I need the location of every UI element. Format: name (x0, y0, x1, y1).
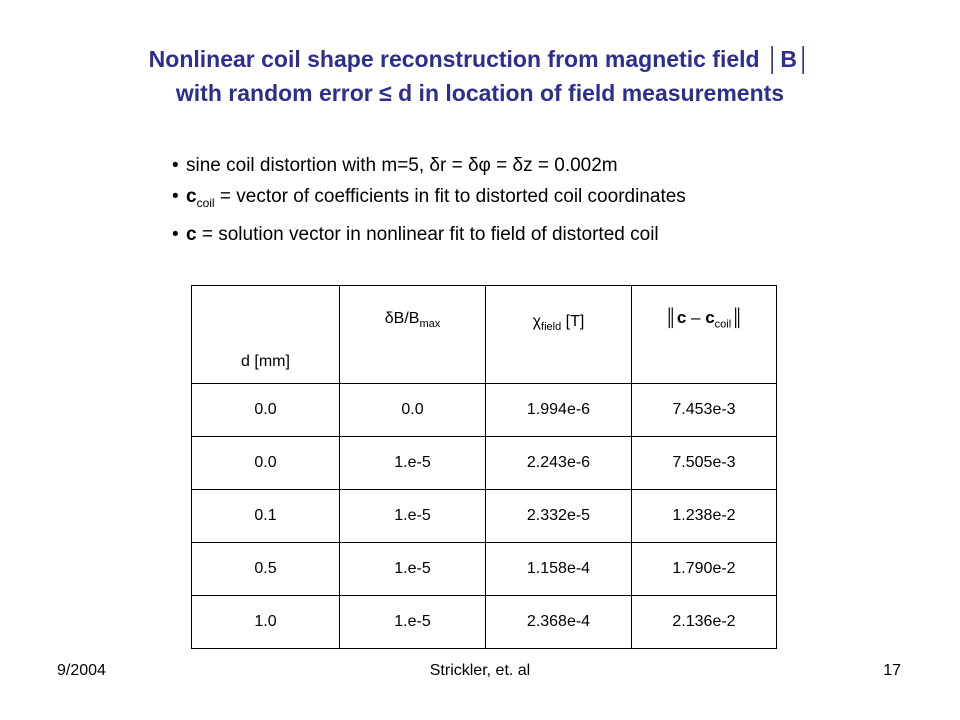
cell-d: 0.0 (192, 437, 340, 490)
norm-bar-right: ║ (731, 308, 744, 327)
bullet-item (172, 181, 686, 219)
cell-dB: 0.0 (340, 384, 486, 437)
cell-norm: 1.790e-2 (632, 543, 777, 596)
cell-d: 1.0 (192, 596, 340, 649)
slide-title (0, 42, 960, 110)
bullet-text: = solution vector in nonlinear fit to field of distorted coil (196, 223, 659, 245)
bullet-item (172, 219, 686, 250)
table-row (192, 437, 777, 490)
title-line-1: Nonlinear coil shape reconstruction from magnetic field │B│ (148, 46, 812, 72)
table-row (192, 490, 777, 543)
results-table (191, 285, 777, 649)
header-dB-label: δB/B (384, 310, 420, 327)
table-row (192, 384, 777, 437)
bullet-dot: • (172, 155, 179, 176)
cell-norm: 2.136e-2 (632, 596, 777, 649)
cell-dB: 1.e-5 (340, 437, 486, 490)
norm-c: c (676, 308, 687, 327)
cell-chi: 1.994e-6 (486, 384, 632, 437)
header-norm (632, 286, 777, 384)
footer-date: 9/2004 (57, 662, 106, 679)
cell-norm: 7.505e-3 (632, 437, 777, 490)
bullet-item (172, 150, 686, 181)
header-d (192, 286, 340, 384)
cell-d: 0.0 (192, 384, 340, 437)
cell-dB: 1.e-5 (340, 490, 486, 543)
cell-chi: 2.243e-6 (486, 437, 632, 490)
cell-dB: 1.e-5 (340, 596, 486, 649)
bullet-list (172, 150, 686, 250)
title-line-2: with random error ≤ d in location of field measurements (175, 80, 785, 106)
header-dB-sub: max (419, 318, 441, 331)
header-d-label: d [mm] (241, 353, 290, 370)
cell-chi: 2.368e-4 (486, 596, 632, 649)
bullet-text: sine coil distortion with m=5, δr = δφ = δz = 0.002m (186, 155, 618, 176)
bullet-text: = vector of coefficients in fit to distorted coil coordinates (214, 186, 686, 207)
cell-d: 0.5 (192, 543, 340, 596)
footer-author: Strickler, et. al (429, 662, 531, 679)
cell-norm: 7.453e-3 (632, 384, 777, 437)
bullet-dot: • (172, 223, 179, 245)
norm-coil-sub: coil (714, 318, 732, 331)
header-chi (486, 286, 632, 384)
header-chi-label: χ (532, 313, 542, 330)
cell-dB: 1.e-5 (340, 543, 486, 596)
header-chi-unit: [T] (561, 313, 585, 330)
bullet-subscript: coil (196, 195, 215, 210)
norm-bar-left: ║ (664, 308, 677, 327)
header-chi-sub: field (541, 321, 562, 334)
table-row (192, 596, 777, 649)
norm-minus: – (686, 308, 706, 327)
header-dB (340, 286, 486, 384)
bullet-dot: • (172, 186, 179, 207)
table-row (192, 543, 777, 596)
cell-norm: 1.238e-2 (632, 490, 777, 543)
bullet-bold-term: c (186, 223, 197, 245)
cell-d: 0.1 (192, 490, 340, 543)
norm-c-coil: c (705, 308, 715, 327)
cell-chi: 1.158e-4 (486, 543, 632, 596)
page-number: 17 (883, 662, 901, 679)
cell-chi: 2.332e-5 (486, 490, 632, 543)
table-header-row (192, 286, 777, 384)
bullet-bold-term: c (186, 186, 197, 207)
